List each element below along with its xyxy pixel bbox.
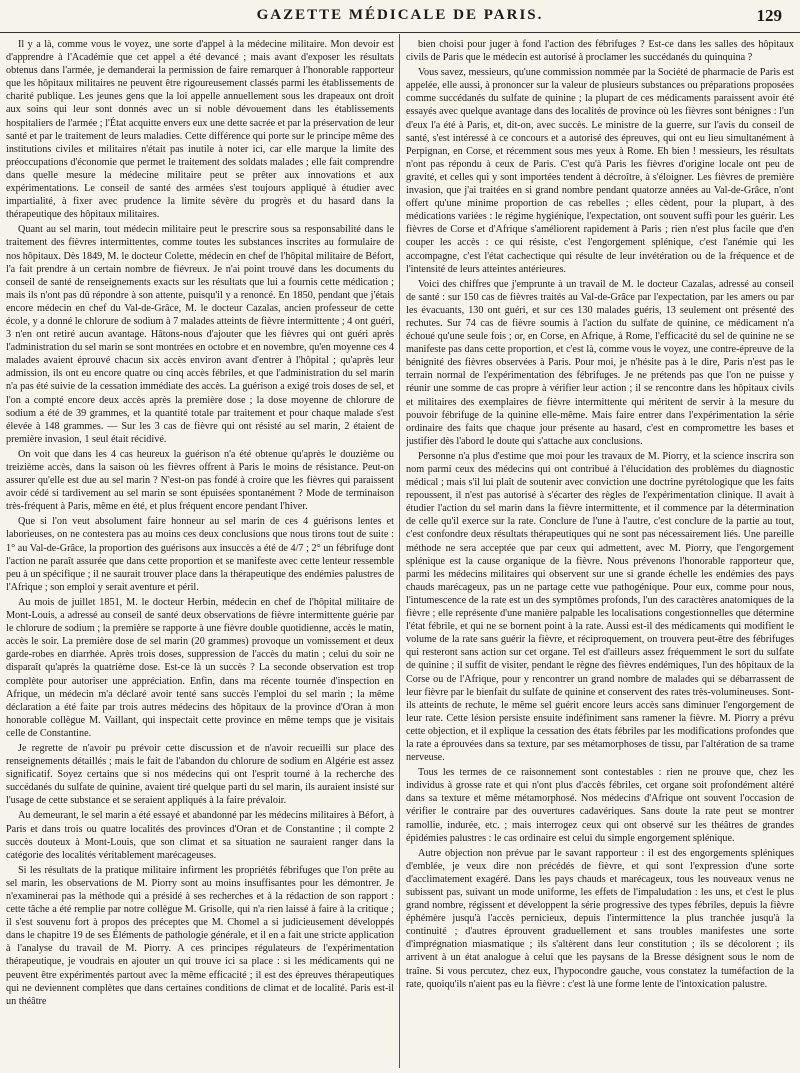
paragraph: Personne n'a plus d'estime que moi pour les travaux de M. Piorry, et la science inscrira son nom parmi ceux des médecins qui ont contribué à l'élucidation des problèmes du diagnostic médical ; mais s'il lui plaît de soutenir avec conviction une doctrine pyrétologique que les faits repoussent, il n'est pas autorisé à s'écarter des règles de l'expérimentation clinique. Il avait à étudier l'action du sel marin dans la fièvre intermittente, et il commence par la détermination de celle qu'il exerce sur la rate. Conclure de l'une à l'autre, c'est conclure de la partie au tout, c'est confondre deux résultats thérapeutiques qui ne sont pas nécessairement liés. Une pareille méthode ne sera acceptée que par ceux qui admettent, avec M. Piorry, que l'engorgement splénique est la cause organique de la fièvre. Nous prévenons l'honorable rapporteur que, parmi les médecins militaires qui observent sur une si grande échelle les endémies des pays chauds marécageux, pas un ne partage cette vue pathogénique. Pour eux, comme pour nous, l'intumescence de la rate est un des symptômes profonds, l'un des caractères anatomiques de la fièvre ; elle représente d'une manière palpable les localisations congestionnelles que détermine l'état fébrile, et qui ne se bornent point à la rate. Aussi est-il des médicaments qui modifient le volume de la rate sans guérir la fièvre, et réciproquement, on trouvera peut-être des fébrifuges qui resteront sans action sur cet organe. Tel est d'ailleurs assez fréquemment le sort du sulfate de quinine ; il suffit de visiter, pendant le règne des fièvres endémiques, l'un des hôpitaux de la Corse ou de l'Afrique, pour y rencontrer un grand nombre de malades qui se débarrassent de leur fièvre par le bienfait du sulfate de quinine et conservent des rates très-volumineuses. Sont-ils atteints de rechute, le même sel guérit encore leurs accès sans diminuer l'engorgement de leur rate. Cette lésion persiste ensuite indéfiniment sans ramener la fièvre. M. Piorry a prévu cette objection, et il explique la cessation des états fébriles par les modifications profondes que la rate a éprouvées dans sa texture, par ses métamorphoses de tissu, par l'altération de sa trame nerveuse. [406, 450, 794, 764]
column-divider [399, 34, 400, 1068]
paragraph: Que si l'on veut absolument faire honneur au sel marin de ces 4 guérisons lentes et laborieuses, on ne contestera pas au moins ces deux conclusions que nous tirons tout de suite : 1° au Val-de-Grâce, la proportion des guérisons aux insuccès a été de 4/7 ; 2° un fébrifuge dont l'action ne paraît assurée que dans cette proportion et se manifeste avec cette lenteur ressemble peu à un spécifique ; il ne saurait trouver place dans la thérapeutique des endémies palustres de l'Afrique ; son emploi y serait aventure et péril. [6, 516, 394, 593]
page-number: 129 [756, 6, 782, 25]
left-column [6, 38, 394, 1066]
paragraph: bien choisi pour juger à fond l'action des fébrifuges ? Est-ce dans les salles des hôpitaux civils de Paris que le médecin est autorisé à proclamer les succédanés du quinquina ? [406, 39, 794, 64]
paragraph: Au demeurant, le sel marin a été essayé et abandonné par les médecins militaires à Béfort, à Paris et dans trois ou quatre localités des provinces d'Oran et de Constantine ; il compte 2 succès douteux à Mont-Louis, que son climat et sa situation ne sauraient ranger dans la catégorie des localités véritablement marécageuses. [6, 810, 394, 861]
paragraph: Quant au sel marin, tout médecin militaire peut le prescrire sous sa responsabilité dans le traitement des fièvres intermittentes, comme toutes les substances inscrites au formulaire de nos hôpitaux. Dès 1849, M. le docteur Colette, médecin en chef de l'hôpital militaire de Béfort, l'a fait prendre à un certain nombre de fiévreux. Je n'ai point trouvé dans les documents du conseil de santé de renseignements exacts sur les résultats que lui a fournis cette médication ; mais ils n'ont pas dû répondre à son attente, puisqu'il y a renoncé. En 1850, pendant que j'étais encore médecin en chef du Val-de-Grâce, M. le docteur Cazalas, ancien professeur de cette école, y a donné le chlorure de sodium à 7 malades atteints de fièvre intermittente ; 4 ont guéri, 3 n'en ont retiré aucun avantage. Hâtons-nous d'ajouter que les fièvres qui ont guéri après l'administration du sel marin se sont montrées en octobre et en novembre, qu'en moyenne ces 4 malades avaient éprouvé chacun six accès environ avant d'entrer à l'hôpital ; qu'après leur admission, ils ont eu encore quatre ou cinq accès fébriles, et que l'administration du sel marin n'a pas été suivie de la cessation immédiate des accès. La guérison a exigé trois doses de sel, et l'on a compté encore deux accès après la première dose ; la dose moyenne de chlorure de sodium a été de 39 grammes, et la quantité totale par traitement et pour chaque malade s'est élevée à 148 grammes. — Sur les 3 cas de fièvre qui ont résisté au sel marin, 2 étaient de première invasion, 1 seul était récidivé. [6, 224, 394, 445]
paragraph: Vous savez, messieurs, qu'une commission nommée par la Société de pharmacie de Paris est appelée, elle aussi, à prononcer sur la valeur de plusieurs substances ou préparations proposées comme succédanés du sulfate de quinine ; la plupart de ces médicaments paraissent avoir été essayés avec quelque avantage dans des localités de province où les fièvres sont bénignes : l'un d'eux l'a été à Paris, et, dit-on, avec succès. Le ministre de la guerre, sur l'avis du conseil de santé, s'est intéressé à ce concours et a autorisé des épreuves, qui ont eu lieu simultanément à Perpignan, en Corse, et récemment sous mes yeux à Rome. Eh bien ! messieurs, les résultats n'ont pas répondu à ceux de Paris. C'est qu'à Paris les fièvres d'origine locale ont peu de gravité, et celles qui y sont importées tendent à décroître, à s'éloigner. Les fièvres de première invasion, que j'ai traitées en si grand nombre pendant quatorze années au Val-de-Grâce, n'ont offert qu'une minime proportion de cas rebelles ; elles cèdent, pour la plupart, à des médications variées : le régime hygiénique, l'expectation, ont souvent suffi pour les guérir. Les fièvres de Corse et d'Afrique s'améliorent rapidement à Paris ; rien n'est plus facile que d'en couper les accès : ce qui résiste, c'est l'engorgement splénique, c'est l'anémie qui les accompagne, c'est l'état cachectique qui résulte de leur invétération ou de la fréquence et de l'intensité de leurs atteintes antérieures. [406, 67, 794, 275]
paragraph: Voici des chiffres que j'emprunte à un travail de M. le docteur Cazalas, adressé au conseil de santé : sur 150 cas de fièvres traités au Val-de-Grâce par l'expectation, par les amers ou par les évacuants, 130 ont guéri, et sur ces 130 malades guéris, 13 seulement ont présenté des rechutes. Sur 74 cas de fièvre soumis à l'action du sulfate de quinine, ce médicament n'a échoué qu'une seule fois ; or, en Corse, en Afrique, à Rome, l'efficacité du sel de quinine ne se manifeste pas dans cette proportion, et c'est là, comme vous le voyez, une contre-épreuve de la bénignité des fièvres observées à Paris. Pour moi, je n'hésite pas à le dire, Paris n'est pas le terrain normal de l'expérimentation des fébrifuges. Je ne prétends pas que l'on ne puisse y réunir une somme de cas propre à vérifier leur action ; il se rencontre dans les hôpitaux civils et militaires des exemplaires de fièvre intermittente qui méritent de servir à la mesure du pouvoir fébrifuge de la quinine elle-même. Mais faire entrer dans l'expérimentation la série ordinaire des faits que chaque jour présente au hasard, c'est en compromettre les bases et justifier dès l'abord le doute qui s'attache aux conclusions. [406, 278, 794, 447]
paragraph: Autre objection non prévue par le savant rapporteur : il est des engorgements spléniques d'emblée, je veux dire non précédés de fièvre, et qui sont l'expression d'une sorte d'acclimatement exagéré. Dans les pays chauds et marécageux, tous les nouveaux venus ne subissent pas, suivant un mode uniforme, les effets de l'impaludation : les uns, et c'est le plus grand nombre, régissent et développent la série progressive des types fébriles, depuis la fièvre éphémère jusqu'à l'accès pernicieux, depuis l'intermittence la plus tranchée jusqu'à la continuité ; d'autres éprouvent graduellement et sans troubles manifestes une sorte d'imprégnation miasmatique ; ils s'altèrent dans leur constitution ; ils se décolorent ; ils arrivent à un état analogue à celui que les paysans de la Bresse désignent sous le nom de traîne. Si vous percutez, chez eux, l'hypocondre gauche, vous constatez la tuméfaction de la rate, quoiqu'ils n'aient pas eu la fièvre : c'est là une forme lente de l'intoxication palustre. [406, 847, 794, 990]
right-column [406, 38, 794, 1066]
paragraph: Si les résultats de la pratique militaire infirment les propriétés fébrifuges que l'on prête au sel marin, les observations de M. Piorry sont au moins insuffisantes pour les démontrer. Je n'examinerai pas la méthode qui a présidé à ses recherches et à la rédaction de son rapport : cette tâche a été remplie par notre collègue M. Grisolle, qui n'a rien laissé à faire à la critique ; il s'est souvenu fort à propos des préceptes que M. Chomel a si judicieusement développés dans le chapitre 19 de ses Éléments de pathologie générale, et il en a fait une stricte application à l'analyse du travail de M. Piorry. A ces principes régulateurs de l'expérimentation thérapeutique, je voudrais en ajouter un qui trouve ici sa place : si les médicaments qui ne peuvent être expérimentés partout avec la même efficacité ; il est des épreuves thérapeutiques qui ne deviennent complètes que dans certaines conditions de climat et de localité. Paris est-il un théâtre [6, 864, 394, 1007]
page-header [0, 0, 800, 33]
paragraph: Au mois de juillet 1851, M. le docteur Herbin, médecin en chef de l'hôpital militaire de Mont-Louis, a adressé au conseil de santé deux observations de fièvre intermittente guérie par le chlorure de sodium ; la première se rapporte à une fièvre double quotidienne, accès le matin, accès le soir. La première dose de sel marin (20 grammes) provoque un vomissement et deux garde-robes en diarrhée. Après trois doses, suppression de l'accès du matin ; celui du soir ne disparaît qu'après la quatrième dose. Est-ce là un succès ? La seconde observation est trop complète pour autoriser une appréciation. Enfin, dans ma récente tournée d'inspection en Afrique, un médecin m'a déclaré avoir tenté sans succès l'emploi du sel marin ; la même déclaration a été faite par trois autres médecins des hôpitaux de la province d'Oran à mon honorable collègue M. Vaillant, qui inspectait cette province en même temps que je visitais celle de Constantine. [6, 596, 394, 739]
journal-title: GAZETTE MÉDICALE DE PARIS. [256, 7, 544, 23]
paragraph: Je regrette de n'avoir pu prévoir cette discussion et de n'avoir recueilli sur place des renseignements détaillés ; mais le fait de l'abandon du chlorure de sodium en Algérie est assez significatif. Soyez certains que si nos médecins qui ont l'esprit tourné à la recherche des succédanés du sulfate de quinine, avaient tiré quelque parti du sel marin, ils auraient insisté sur l'usage de cette substance et se seraient appliqués à la faire prévaloir. [6, 742, 394, 807]
paragraph: On voit que dans les 4 cas heureux la guérison n'a été obtenue qu'après le douzième ou treizième accès, dans la saison où les fièvres offrent à Paris le moins de résistance. Peut-on assurer qu'elle est due au sel marin ? N'est-on pas fondé à croire que les fièvres qui paraissent avoir cédé si tardivement au sel marin se sont épuisées spontanément ? Mode de terminaison très-fréquent à Paris, même en été, et plus fréquent encore pendant l'hiver. [6, 448, 394, 513]
paragraph: Il y a là, comme vous le voyez, une sorte d'appel à la médecine militaire. Mon devoir est d'apprendre à l'Académie que cet appel a été devancé ; mais avant d'exposer les résultats obtenus dans l'armée, je demanderai la permission de faire remarquer à l'honorable rapporteur que les hôpitaux militaires ne peuvent être rigoureusement classés parmi les établissements de charité publique. Les jeunes gens que la loi appelle annuellement sous les drapeaux ont droit aux soins qui leur sont donnés avec un si noble dévouement dans les établissements hospitaliers de l'armée ; l'État acquitte envers eux une dette sacrée et par la préservation de leur santé et par le traitement de leurs maladies. Cette différence qui porte sur le principe même des institutions civiles et militaires n'était pas inutile à noter ici, car elle marque la limite des préoccupations d'économie que permet le traitement des soldats malades ; elle fait comprendre dans quelle mesure la médecine militaire peut se prêter aux innovations et aux expérimentations. Le conseil de santé des armées s'est toujours appliqué à étudier avec impartialité, à fixer avec prudence la limite sévère du progrès et du hasard dans la thérapeutique des hôpitaux militaires. [6, 39, 394, 221]
paragraph: Tous les termes de ce raisonnement sont contestables : rien ne prouve que, chez les individus à grosse rate et qui n'ont plus d'accès fébriles, cet organe soit profondément altéré dans sa texture et même métamorphosé. Nos médecins d'Afrique ont souvent l'occasion de vérifier le contraire par des ouvertures cadavériques. Sans doute la rate peut se montrer ramollie, indurée, etc. ; mais interrogez ceux qui ont observé sur les théâtres de grandes épidémies palustres : le cas ordinaire est celui du simple engorgement splénique. [406, 767, 794, 844]
